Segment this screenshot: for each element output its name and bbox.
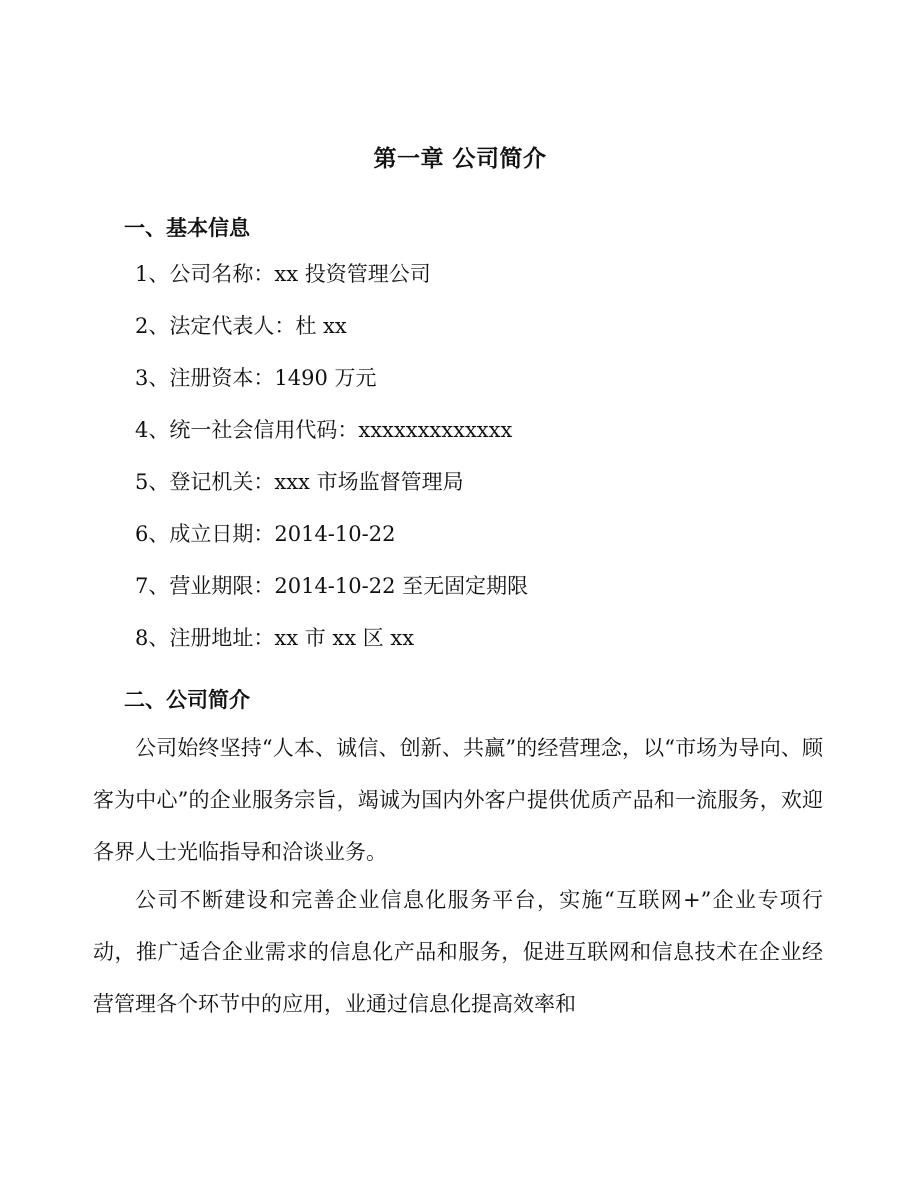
info-company-name: 1、公司名称：xx 投资管理公司 [135, 262, 431, 286]
section-heading-basic-info: 一、基本信息 [124, 215, 250, 240]
info-registered-address: 8、注册地址：xx 市 xx 区 xx [135, 626, 415, 650]
info-registration-authority: 5、登记机关：xxx 市场监督管理局 [135, 470, 464, 494]
info-credit-code: 4、统一社会信用代码：xxxxxxxxxxxxx [135, 418, 513, 442]
profile-paragraph-1: 公司始终坚持“人本、诚信、创新、共赢”的经营理念，以“市场为导向、顾客为中心”的企业服务宗旨，竭诚为国内外客户提供优质产品和一流服务，欢迎各界人士光临指导和洽谈业务。 [93, 736, 823, 864]
profile-paragraph-2: 公司不断建设和完善企业信息化服务平台，实施“互联网+”企业专项行动，推广适合企业需求的信息化产品和服务，促进互联网和信息技术在企业经营管理各个环节中的应用，业通过信息化提高效率和 [93, 888, 823, 1016]
chapter-title: 第一章 公司简介 [373, 145, 547, 172]
info-business-term: 7、营业期限：2014-10-22 至无固定期限 [135, 574, 529, 598]
info-legal-representative: 2、法定代表人：杜 xx [135, 314, 347, 338]
info-establishment-date: 6、成立日期：2014-10-22 [135, 522, 396, 546]
info-registered-capital: 3、注册资本：1490 万元 [135, 366, 377, 390]
section-heading-company-profile: 二、公司简介 [124, 687, 250, 712]
